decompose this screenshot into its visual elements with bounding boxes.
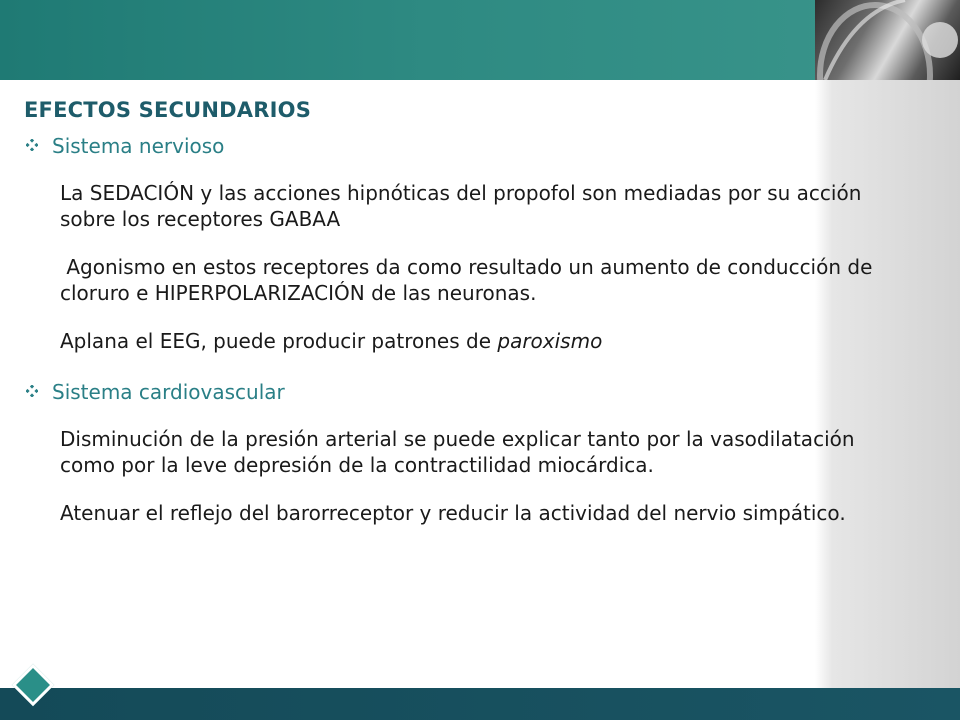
section-heading-cardiovascular [24, 380, 914, 404]
section-heading-nervioso [24, 134, 914, 158]
paragraph: La SEDACIÓN y las acciones hipnóticas del propofol son mediadas por su acción sobre los receptores GABAA [60, 181, 862, 231]
four-diamond-bullet-icon [26, 139, 38, 151]
section-heading-label: Sistema nervioso [52, 134, 225, 158]
footer-band [0, 688, 960, 720]
four-diamond-bullet-icon [26, 385, 38, 397]
paragraph-italic: paroxismo [497, 329, 603, 353]
corner-decoration-image [815, 0, 960, 80]
section-heading-label: Sistema cardiovascular [52, 380, 285, 404]
paragraph: Agonismo en estos receptores da como resultado un aumento de conducción de cloruro e HIPERPOLARIZACIÓN de las neuronas. [60, 255, 879, 305]
slide-content [24, 98, 914, 526]
paragraph: Disminución de la presión arterial se puede explicar tanto por la vasodilatación como por la leve depresión de la contractilidad miocárdica. [60, 427, 855, 477]
slide-title: EFECTOS SECUNDARIOS [24, 98, 312, 122]
paragraph-eeg [60, 328, 914, 354]
paragraph-text: Aplana el EEG, puede producir patrones de [60, 329, 498, 353]
paragraph: Atenuar el reflejo del barorreceptor y reducir la actividad del nervio simpático. [60, 501, 846, 525]
